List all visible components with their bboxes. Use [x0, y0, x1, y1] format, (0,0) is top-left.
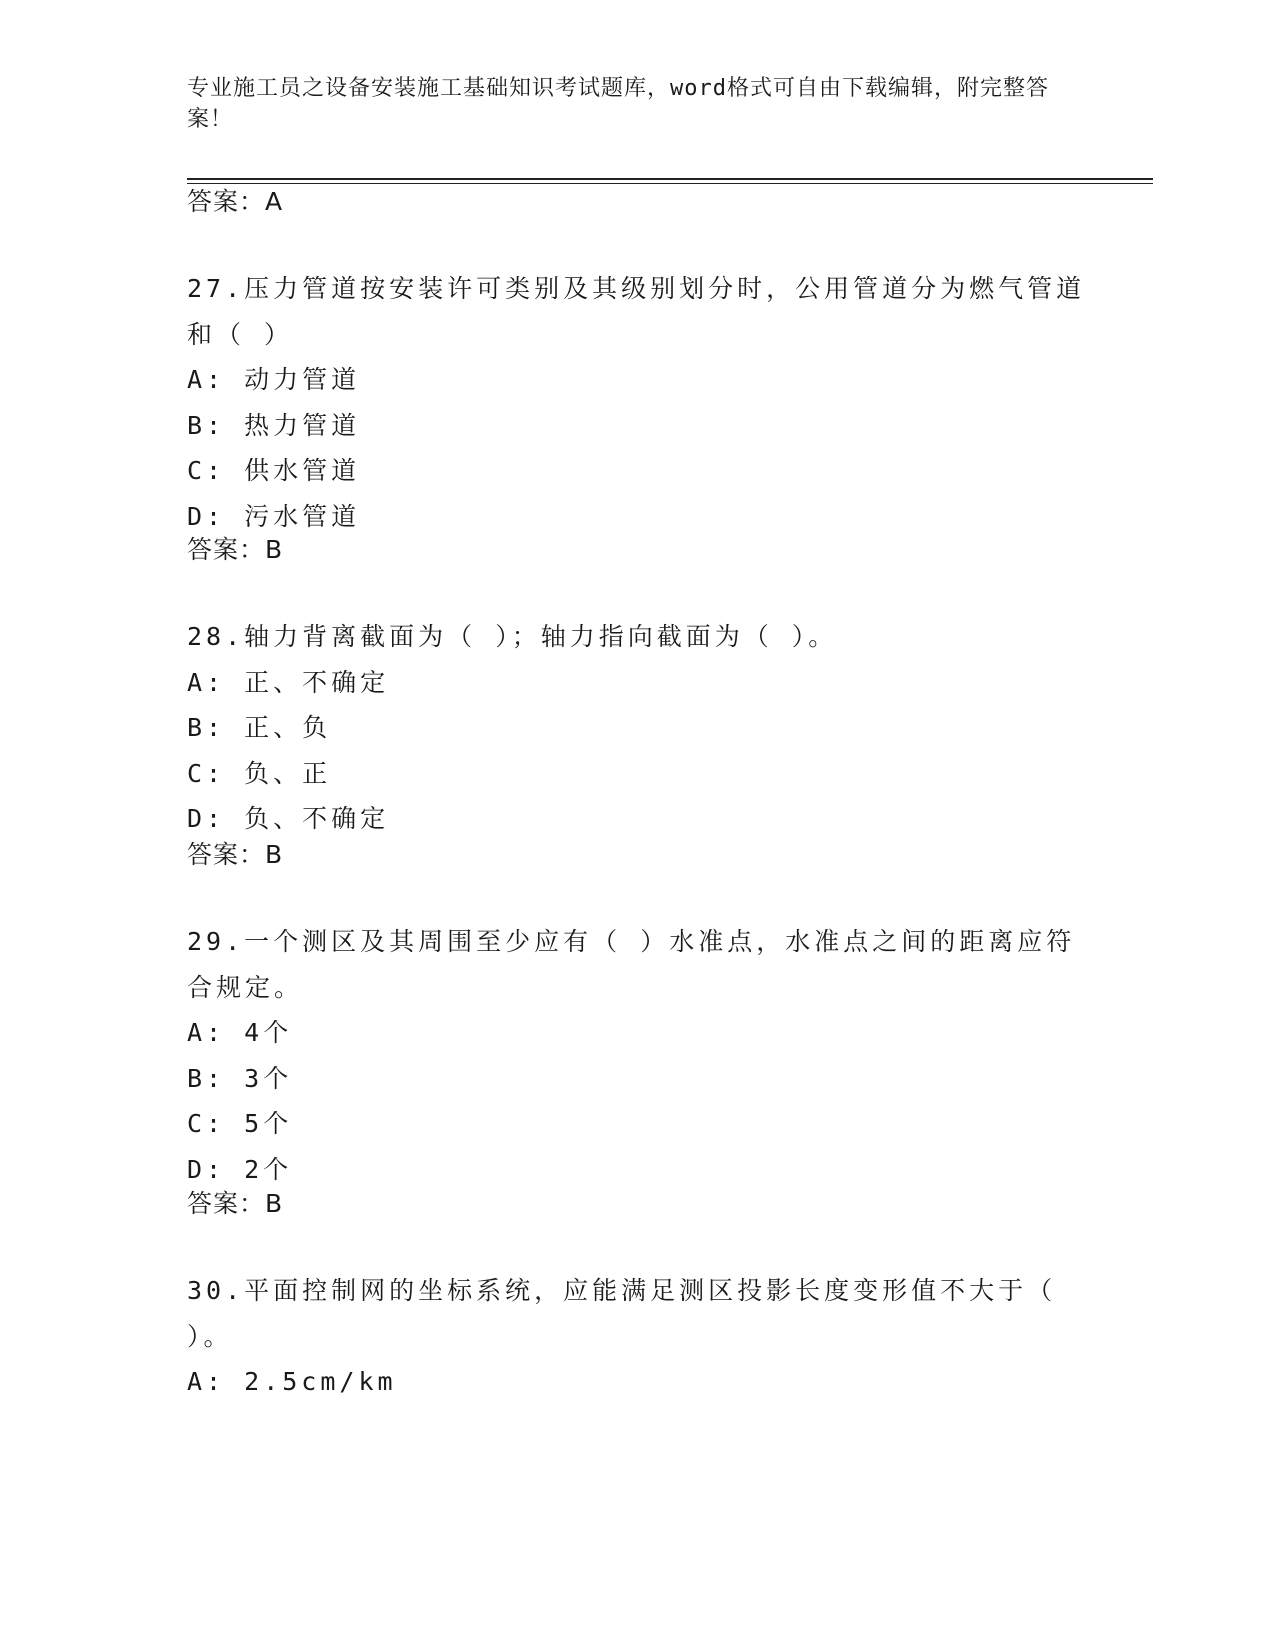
answer-29: 答案：B — [187, 1189, 284, 1218]
option-a: A: 正、不确定 — [187, 667, 390, 697]
document-header: 专业施工员之设备安装施工基础知识考试题库，word格式可自由下载编辑，附完整答案！ — [187, 76, 1049, 132]
answer-27: 答案：B — [187, 535, 284, 564]
answer-previous: 答案：A — [187, 187, 284, 216]
question-28 — [187, 614, 1087, 842]
option-a: A: 动力管道 — [187, 365, 361, 394]
option-b: B: 正、负 — [187, 713, 332, 742]
option-c: C: 负、正 — [187, 758, 332, 788]
question-stem: 30.平面控制网的坐标系统，应能满足测区投影长度变形值不大于（ ）。 — [187, 1276, 1057, 1351]
header-divider — [187, 178, 1153, 184]
option-c: C: 5个 — [187, 1109, 293, 1138]
question-stem: 29.一个测区及其周围至少应有（ ）水准点，水准点之间的距离应符合规定。 — [187, 927, 1076, 1002]
option-c: C: 供水管道 — [187, 456, 361, 485]
option-d: D: 2个 — [187, 1154, 293, 1184]
option-a: A: 2.5cm/km — [187, 1367, 397, 1396]
answer-28: 答案：B — [187, 840, 284, 869]
question-29 — [187, 919, 1087, 1192]
option-a: A: 4个 — [187, 1018, 293, 1047]
option-b: B: 3个 — [187, 1063, 293, 1093]
option-d: D: 负、不确定 — [187, 804, 390, 833]
question-stem: 27.压力管道按安装许可类别及其级别划分时，公用管道分为燃气管道和（ ） — [187, 274, 1086, 349]
question-27 — [187, 266, 1087, 539]
question-stem: 28.轴力背离截面为（ ）；轴力指向截面为（ ）。 — [187, 622, 838, 651]
option-b: B: 热力管道 — [187, 410, 361, 440]
question-30 — [187, 1268, 1087, 1405]
option-d: D: 污水管道 — [187, 501, 361, 531]
